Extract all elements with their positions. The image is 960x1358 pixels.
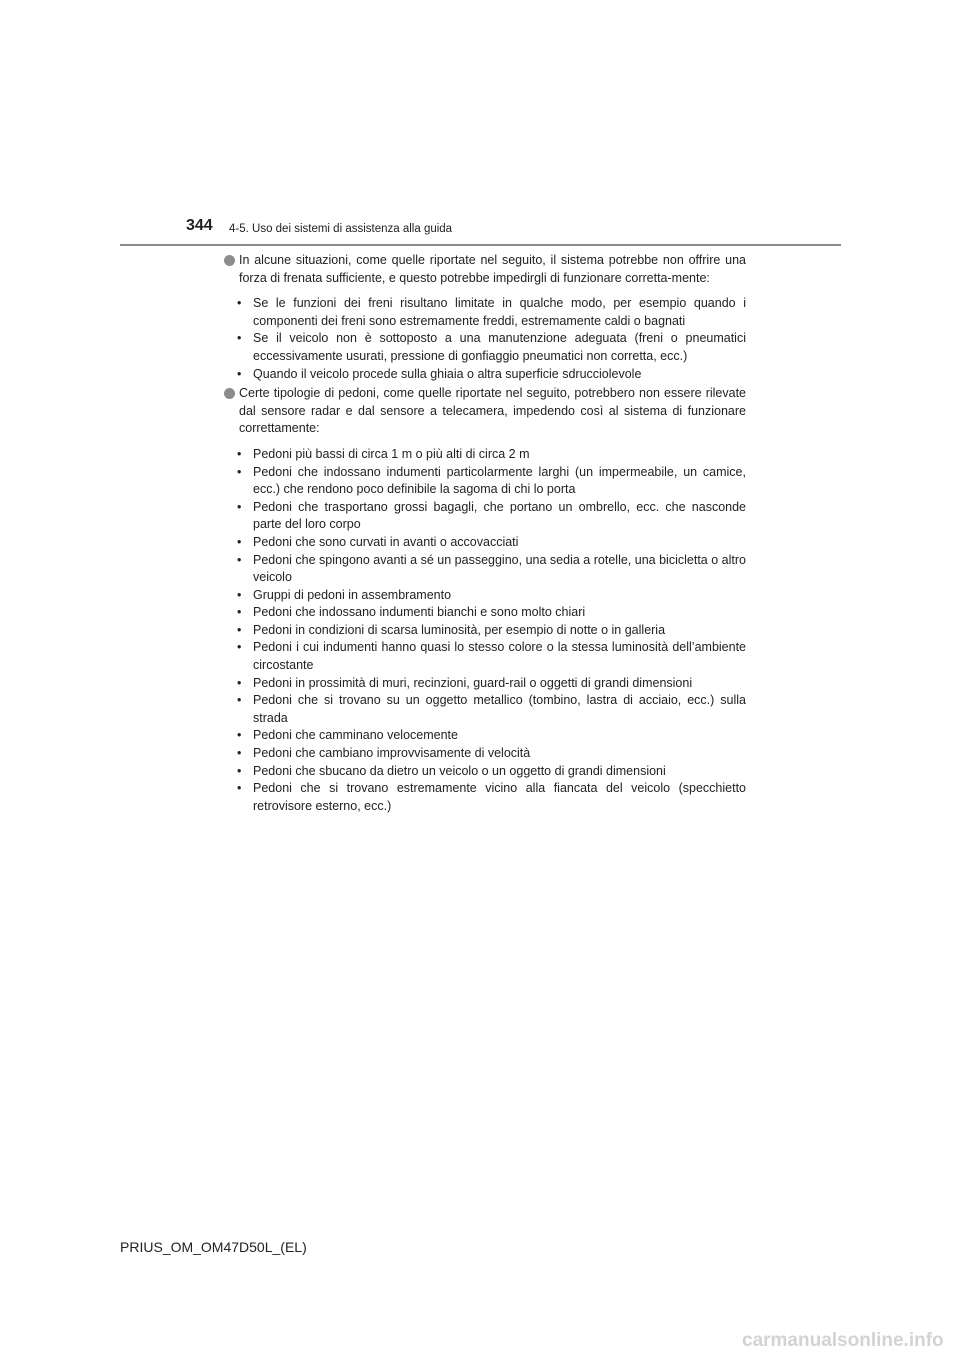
paragraph-pedestrians bbox=[224, 385, 746, 438]
list-marker: • bbox=[237, 693, 242, 708]
paragraph-braking bbox=[224, 252, 746, 287]
list-item: • Pedoni che cambiano improvvisamente di velocità bbox=[224, 745, 746, 763]
list-marker: • bbox=[237, 781, 242, 796]
document-code: PRIUS_OM_OM47D50L_(EL) bbox=[120, 1239, 307, 1255]
list-item: • Pedoni che si trovano su un oggetto metallico (tombino, lastra di acciaio, ecc.) sulla strada bbox=[237, 693, 746, 725]
list-item: • Pedoni che sbucano da dietro un veicolo o un oggetto di grandi dimensioni bbox=[224, 763, 746, 781]
list-marker: • bbox=[237, 552, 242, 567]
list-marker: • bbox=[237, 296, 242, 311]
list-item: • Gruppi di pedoni in assembramento bbox=[224, 587, 746, 605]
pedestrian-types-list bbox=[224, 446, 746, 815]
paragraph-text: In alcune situazioni, come quelle riportate nel seguito, il sistema potrebbe non offrire una forza di frenata sufficiente, e questo potrebbe impedirgli di funzionare corretta-mente: bbox=[239, 253, 746, 285]
list-item: • Pedoni i cui indumenti hanno quasi lo stesso colore o la stessa luminosità dell’ambiente circostante bbox=[237, 640, 746, 673]
header-divider bbox=[120, 244, 841, 246]
list-item: • Pedoni che spingono avanti a sé un passeggino, una sedia a rotelle, una bicicletta o altro veicolo bbox=[237, 552, 746, 585]
watermark: carmanualsonline.info bbox=[742, 1330, 944, 1351]
list-item: • Pedoni che sono curvati in avanti o accovacciati bbox=[224, 534, 746, 552]
list-marker: • bbox=[237, 331, 242, 346]
list-item: • Pedoni che camminano velocemente bbox=[224, 727, 746, 745]
list-item: • Pedoni in condizioni di scarsa luminosità, per esempio di notte o in galleria bbox=[224, 622, 746, 640]
paragraph-text: Certe tipologie di pedoni, come quelle riportate nel seguito, potrebbero non essere rilevate dal sensore radar e dal sensore a telecamera, impedendo così al sistema di funzionare correttamente: bbox=[239, 386, 746, 436]
list-marker: • bbox=[237, 446, 242, 461]
list-item: • Quando il veicolo procede sulla ghiaia o altra superficie sdrucciolevole bbox=[224, 366, 746, 384]
list-item: • Se il veicolo non è sottoposto a una manutenzione adeguata (freni o pneumatici eccessivamente usurati, pressione di gonfiaggio pneumatici non corretta, ecc.) bbox=[237, 331, 746, 363]
braking-conditions-list bbox=[224, 295, 746, 383]
list-marker: • bbox=[237, 605, 242, 620]
section-title: 4-5. Uso dei sistemi di assistenza alla guida bbox=[229, 223, 453, 235]
page-content bbox=[224, 252, 746, 815]
circle-bullet-icon bbox=[224, 255, 235, 266]
list-item: • Se le funzioni dei freni risultano limitate in qualche modo, per esempio quando i componenti dei freni sono estremamente freddi, estremamente caldi o bagnati bbox=[237, 296, 746, 328]
list-marker: • bbox=[237, 534, 242, 549]
list-marker: • bbox=[237, 622, 242, 637]
list-marker: • bbox=[237, 499, 242, 514]
page-number: 344 bbox=[186, 217, 213, 234]
list-marker: • bbox=[237, 640, 242, 655]
list-marker: • bbox=[237, 464, 242, 479]
list-marker: • bbox=[237, 366, 242, 381]
list-marker: • bbox=[237, 587, 242, 602]
list-item: • Pedoni che indossano indumenti particolarmente larghi (un impermeabile, un camice, ecc.) che rendono poco definibile la sagoma di chi lo porta bbox=[237, 464, 746, 497]
list-item: • Pedoni che trasportano grossi bagagli, che portano un ombrello, ecc. che nasconde parte del loro corpo bbox=[237, 499, 746, 532]
circle-bullet-icon bbox=[224, 388, 235, 399]
list-marker: • bbox=[237, 746, 242, 761]
list-item: • Pedoni in prossimità di muri, recinzioni, guard-rail o oggetti di grandi dimensioni bbox=[224, 675, 746, 693]
list-item: • Pedoni più bassi di circa 1 m o più alti di circa 2 m bbox=[224, 446, 746, 464]
list-item: • Pedoni che si trovano estremamente vicino alla fiancata del veicolo (specchietto retrovisore esterno, ecc.) bbox=[237, 781, 746, 813]
list-marker: • bbox=[237, 763, 242, 778]
list-item: • Pedoni che indossano indumenti bianchi e sono molto chiari bbox=[224, 604, 746, 622]
list-marker: • bbox=[237, 675, 242, 690]
list-marker: • bbox=[237, 728, 242, 743]
